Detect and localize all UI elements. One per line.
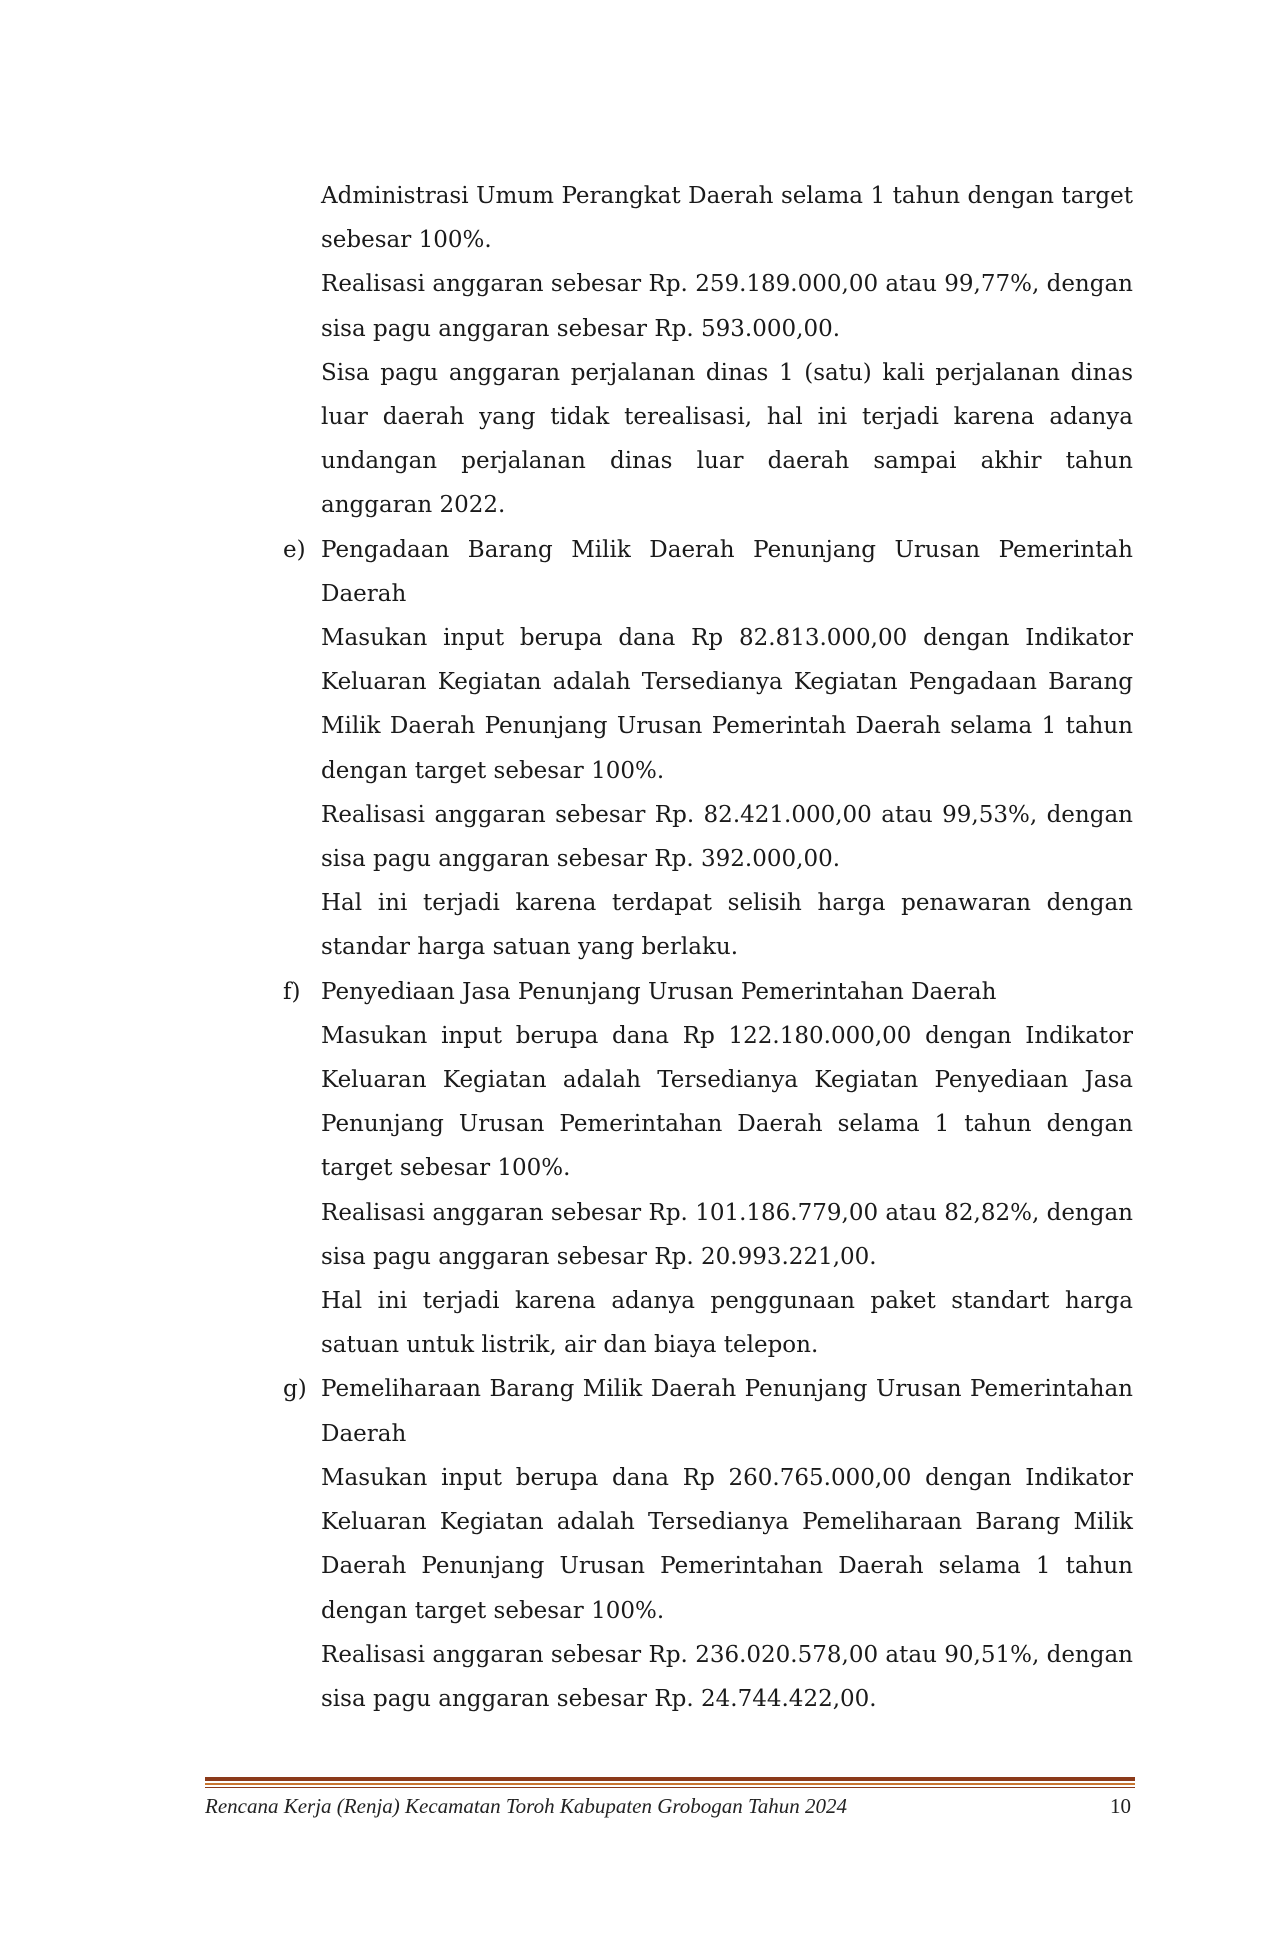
- footer-divider: [205, 1787, 1135, 1788]
- lead-paragraph-1: Administrasi Umum Perangkat Daerah selama 1 tahun dengan target sebesar 100%.: [321, 183, 1133, 254]
- footer-divider: [205, 1783, 1135, 1785]
- list-marker: f): [283, 978, 301, 1005]
- item-paragraph: Masukan input berupa dana Rp 260.765.000,00 dengan Indikator Keluaran Kegiatan adalah Tersedianya Pemeliharaan Barang Milik Daerah Penunjang Urusan Pemerintahan Daerah selama 1 tahun dengan target sebesar 100%.: [321, 1464, 1133, 1624]
- page-number: 10: [1110, 1794, 1131, 1818]
- list-item-title: Penyediaan Jasa Penunjang Urusan Pemerintahan Daerah: [321, 978, 997, 1005]
- lead-paragraph-3: Sisa pagu anggaran perjalanan dinas 1 (satu) kali perjalanan dinas luar daerah yang tidak terealisasi, hal ini terjadi karena adanya undangan perjalanan dinas luar daerah sampai akhir tahun anggaran 2022.: [321, 359, 1133, 519]
- footer-divider: [205, 1777, 1135, 1781]
- item-paragraph: Masukan input berupa dana Rp 82.813.000,00 dengan Indikator Keluaran Kegiatan adalah Tersedianya Kegiatan Pengadaan Barang Milik Daerah Penunjang Urusan Pemerintah Daerah selama 1 tahun dengan target sebesar 100%.: [321, 625, 1133, 784]
- item-paragraph: Hal ini terjadi karena terdapat selisih harga penawaran dengan standar harga satuan yang berlaku.: [321, 890, 1133, 961]
- list-item-g: [283, 1367, 1133, 1721]
- lead-paragraph-2: Realisasi anggaran sebesar Rp. 259.189.000,00 atau 99,77%, dengan sisa pagu anggaran sebesar Rp. 593.000,00.: [321, 271, 1133, 342]
- list-item-f: [283, 970, 1133, 1368]
- list-marker: e): [283, 536, 306, 563]
- list-item-title: Pengadaan Barang Milik Daerah Penunjang Urusan Pemerintah Daerah: [321, 536, 1133, 607]
- list-marker: g): [283, 1376, 307, 1403]
- item-paragraph: Masukan input berupa dana Rp 122.180.000,00 dengan Indikator Keluaran Kegiatan adalah Tersedianya Kegiatan Penyediaan Jasa Penunjang Urusan Pemerintahan Daerah selama 1 tahun dengan target sebesar 100%.: [321, 1022, 1133, 1182]
- item-paragraph: Realisasi anggaran sebesar Rp. 236.020.578,00 atau 90,51%, dengan sisa pagu anggaran sebesar Rp. 24.744.422,00.: [321, 1641, 1133, 1712]
- page-footer: [205, 1794, 1135, 1819]
- item-paragraph: Realisasi anggaran sebesar Rp. 101.186.779,00 atau 82,82%, dengan sisa pagu anggaran sebesar Rp. 20.993.221,00.: [321, 1199, 1133, 1270]
- list-item-e: [283, 528, 1133, 970]
- item-paragraph: Realisasi anggaran sebesar Rp. 82.421.000,00 atau 99,53%, dengan sisa pagu anggaran sebesar Rp. 392.000,00.: [321, 801, 1133, 873]
- footer-title: Rencana Kerja (Renja) Kecamatan Toroh Kabupaten Grobogan Tahun 2024: [205, 1794, 848, 1818]
- document-body: [283, 174, 1133, 1721]
- item-paragraph: Hal ini terjadi karena adanya penggunaan paket standart harga satuan untuk listrik, air dan biaya telepon.: [321, 1288, 1133, 1359]
- list-item-title: Pemeliharaan Barang Milik Daerah Penunjang Urusan Pemerintahan Daerah: [321, 1376, 1133, 1447]
